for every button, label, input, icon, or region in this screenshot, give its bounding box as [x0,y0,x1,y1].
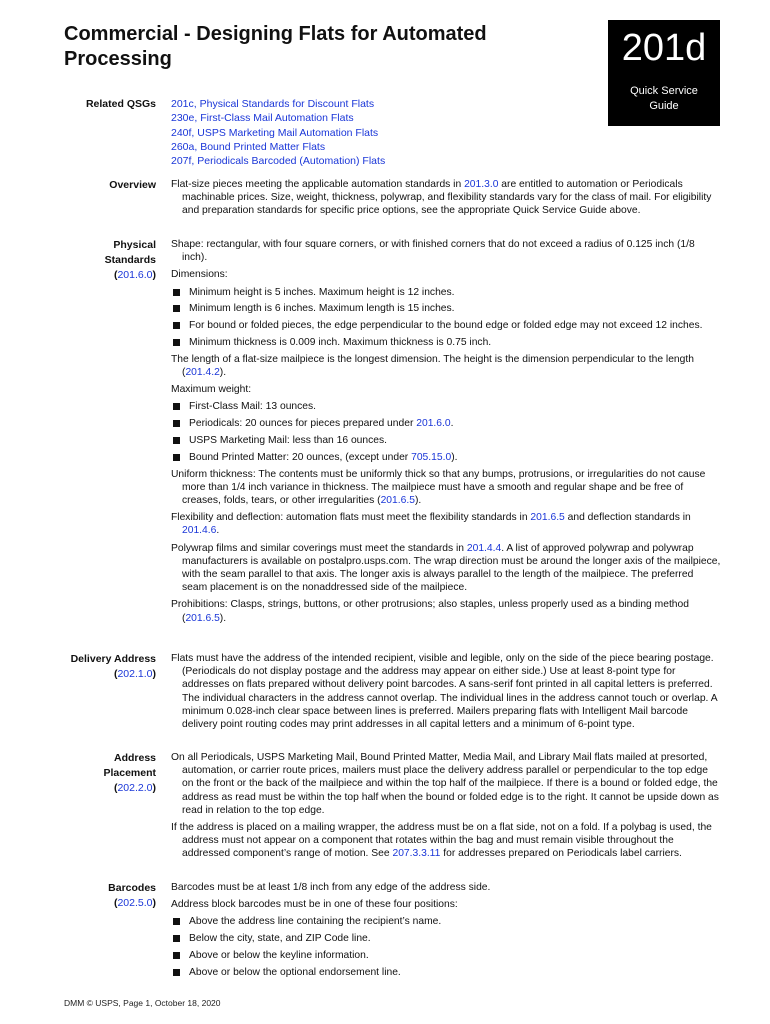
bullet-icon [173,305,180,312]
bullet-icon [173,952,180,959]
weight-label: Maximum weight: [171,384,252,396]
flex-text: Flexibility and deflection: automation flats must meet the flexibility standards in 201.6.5 and deflection standards in 201.4.6. [171,512,691,537]
list-item: First-Class Mail: 13 ounces. [171,400,721,413]
list-item: Below the city, state, and ZIP Code line. [171,932,721,945]
list-item: Bound Printed Matter: 20 ounces, (except under 705.15.0). [171,451,721,464]
physical-label: Physical Standards (201.6.0) [104,239,156,281]
list-item: Above or below the optional endorsement line. [171,966,721,979]
page-footer: DMM © USPS, Page 1, October 18, 2020 [64,998,221,1008]
shape-text: Shape: rectangular, with four square corners, or with finished corners that do not exceed a radius of 0.125 inch (1/8 inch). [171,239,695,264]
bullet-icon [173,935,180,942]
ref-link[interactable]: 207.3.3.11 [392,848,441,860]
overview-label: Overview [109,179,156,191]
page-title: Commercial - Designing Flats for Automated Processing [64,23,487,70]
barcodes-body: Barcodes must be at least 1/8 inch from any edge of the address side. Address block barcodes must be in one of these four positions: Above the address line containing the recipient’s name. Below the city, state, and ZIP Code line. Above or below the keyline information. Above or below the optional endorsement line. [171,881,721,983]
list-item: Minimum length is 6 inches. Maximum length is 15 inches. [171,302,721,315]
bullet-icon [173,339,180,346]
bullet-icon [173,918,180,925]
ref-link[interactable]: 201.4.6 [182,525,217,537]
ref-link[interactable]: 201.6.0 [416,418,451,430]
bullet-icon [173,403,180,410]
ref-link[interactable]: 202.1.0 [117,668,153,680]
ref-link[interactable]: 201.4.2 [185,367,220,378]
prohibitions-text: Prohibitions: Clasps, strings, buttons, or other protrusions; also staples, unless properly used as a binding method (201.6.5). [171,599,689,624]
overview-body: Flat-size pieces meeting the applicable automation standards in 201.3.0 are entitled to automation or Periodicals machinable prices. Size, weight, thickness, polywrap, and flexibility standards vary for the class of mail. For eligibility and preparation standards for specific price options, see the appropriate Quick Service Guide above. [171,179,712,217]
length-text: The length of a flat-size mailpiece is the longest dimension. The height is the dimension perpendicular to the length (201.4.2). [171,353,694,378]
physical-body [171,238,721,629]
uniform-text: Uniform thickness: The contents must be uniformly thick so that any bumps, protrusions, or irregularities do not cause more than 1/4 inch variance in thickness. The mailpiece must have a smooth and regular shape and be free of creases, folds, tears, or other irregularities (201.6.5). [171,468,706,506]
dims-label: Dimensions: [171,269,228,281]
bullet-icon [173,289,180,296]
ref-link[interactable]: 202.5.0 [117,897,153,909]
ref-link[interactable]: 202.2.0 [117,782,153,794]
list-item: Periodicals: 20 ounces for pieces prepared under 201.6.0. [171,417,721,430]
related-link[interactable]: 240f, USPS Marketing Mail Automation Flats [171,126,379,139]
placement-body: On all Periodicals, USPS Marketing Mail, Bound Printed Matter, Media Mail, and Library Mail flats mailed at presorted, automation, or carrier route prices, mailers must place the delivery address parallel or perpendicular to the top edge on the front or the back of the mailpiece and within the top half of the mailpiece. If there is a bound or folded edge, the address as read must be within the top half when the bound or folded edge is to the right. It cannot be upside down as read in relation to the top edge. If the address is placed on a mailing wrapper, the address must be on a flat side, not on a fold. If a polybag is used, the address must not appear on a component that rotates within the bag and must remain visible throughout the addressed component’s range of motion. See 207.3.3.11 for addresses prepared on Periodicals label carriers. [171,752,719,860]
related-link[interactable]: 260a, Bound Printed Matter Flats [171,140,326,153]
ref-link[interactable]: 201.6.0 [117,269,153,281]
delivery-label: Delivery Address (202.1.0) [70,653,156,680]
related-link[interactable]: 201c, Physical Standards for Discount Flats [171,98,375,110]
bullet-icon [173,420,180,427]
related-link[interactable]: 207f, Periodicals Barcoded (Automation) Flats [171,155,386,168]
ref-link[interactable]: 201.6.5 [530,512,565,524]
delivery-body: Flats must have the address of the intended recipient, visible and legible, only on the side of the piece bearing postage. (Periodicals do not display postage and the address may appear on either side.) Use at least 8-point type for addresses on flats prepared without delivery point barcodes. A sans-serif font printed in all capital letters is preferred. The individual characters in the address cannot overlap. The individual lines in the address cannot touch or overlap. A minimum 0.028-inch clear space between lines is preferred. Mailers preparing flats with Intelligent Mail barcode delivery point routing codes may print addresses in all capital letters and a minimum of 6-point type. [171,653,718,731]
ref-link[interactable]: 705.15.0 [411,451,452,463]
list-item: Above or below the keyline information. [171,949,721,962]
list-item: Minimum thickness is 0.009 inch. Maximum thickness is 0.75 inch. [171,336,721,349]
list-item: For bound or folded pieces, the edge perpendicular to the bound edge or folded edge may not exceed 12 inches. [171,319,721,332]
bullet-icon [173,969,180,976]
badge-subtitle-line2: Guide [649,100,679,112]
bullet-icon [173,322,180,329]
polywrap-text: Polywrap films and similar coverings must meet the standards in 201.4.4. A list of approved polywrap and polywrap manufacturers is available on postalpro.usps.com. The wrap direction must be around the longer axis of the mailpiece, with the seam parallel to that axis. The longer axis is always parallel to the length of the mailpiece. The preferred seam placement is on the nonaddressed side of the mailpiece. [171,542,721,594]
list-item: USPS Marketing Mail: less than 16 ounces. [171,434,721,447]
placement-label: Address Placement (202.2.0) [103,752,156,794]
bullet-icon [173,437,180,444]
related-link[interactable]: 230e, First-Class Mail Automation Flats [171,112,354,125]
badge-subtitle-line1: Quick Service [630,85,698,97]
list-item: Above the address line containing the recipient’s name. [171,915,721,928]
ref-link[interactable]: 201.3.0 [464,179,499,190]
ref-link[interactable]: 201.6.5 [185,612,220,624]
barcodes-label: Barcodes (202.5.0) [108,882,156,909]
list-item: Minimum height is 5 inches. Maximum height is 12 inches. [171,286,721,299]
ref-link[interactable]: 201.6.5 [380,495,415,506]
badge-number: 201d [621,27,707,69]
bullet-icon [173,454,180,461]
related-label: Related QSGs [85,98,156,110]
ref-link[interactable]: 201.4.4 [466,542,502,554]
related-links [171,97,721,168]
